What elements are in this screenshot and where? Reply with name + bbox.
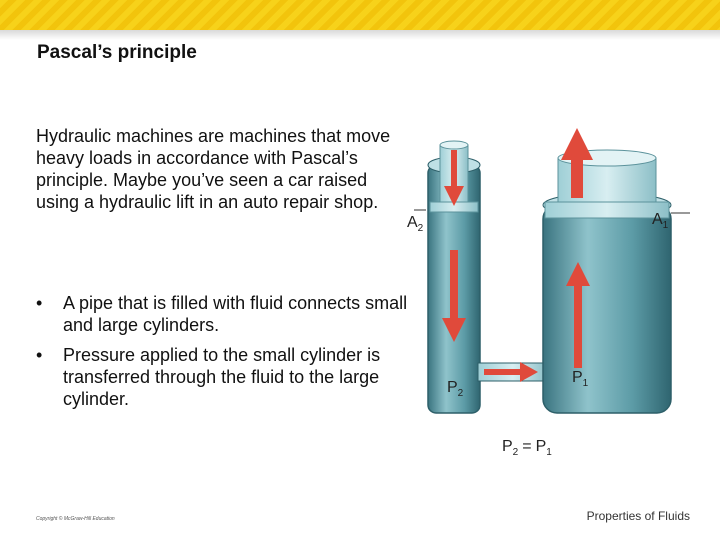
bullet-item xyxy=(36,344,411,410)
slide-title: Pascal’s principle xyxy=(37,42,197,63)
intro-paragraph: Hydraulic machines are machines that move heavy loads in accordance with Pascal’s principle. Maybe you’ve seen a car raised using a hydraulic lift in an auto repair shop. xyxy=(36,126,391,212)
bullet-text: Pressure applied to the small cylinder is transferred through the fluid to the large cylinder. xyxy=(63,345,381,409)
a1-label: $A_1$ xyxy=(652,211,669,231)
bullet-marker: • xyxy=(36,345,43,365)
a2-label: $A_2$ xyxy=(407,214,424,234)
bullet-marker: • xyxy=(36,293,43,313)
p1-label: $P_1$ xyxy=(572,369,589,389)
banner-shadow xyxy=(0,30,720,40)
bullet-text: A pipe that is filled with fluid connects small and large cylinders. xyxy=(63,293,408,335)
top-banner xyxy=(0,0,720,30)
hydraulic-lift-diagram xyxy=(400,120,700,470)
copyright-notice: Copyright © McGraw-Hill Education xyxy=(36,516,115,522)
large-piston xyxy=(545,150,669,218)
pressure-equation: $P_2 = P_1$ xyxy=(502,438,552,458)
bullet-list xyxy=(36,292,411,418)
bullet-item xyxy=(36,292,411,336)
hydraulic-lift-illustration xyxy=(400,120,700,470)
p2-label: $P_2$ xyxy=(447,379,464,399)
footer-section-label: Properties of Fluids xyxy=(586,509,690,523)
